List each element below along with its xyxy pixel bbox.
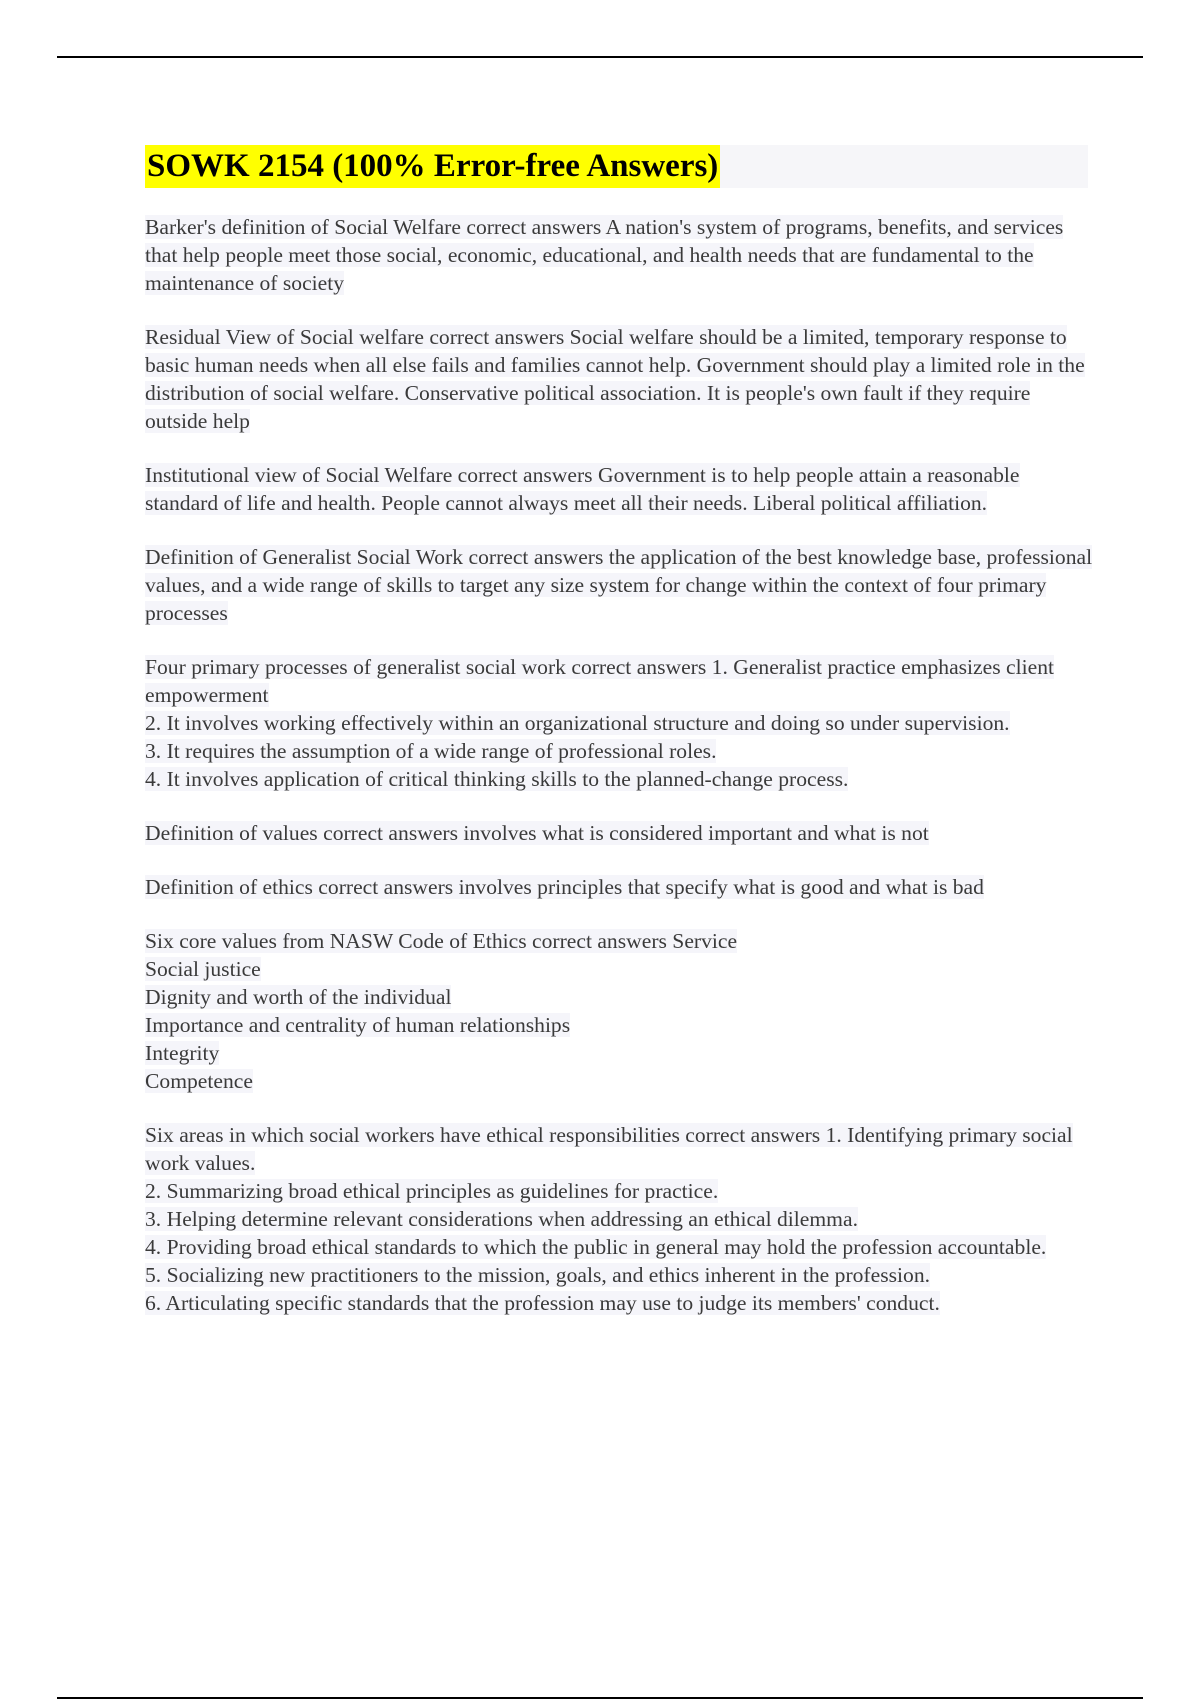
qa-line: Dignity and worth of the individual (145, 985, 452, 1009)
qa-line: Six core values from NASW Code of Ethics correct answers Service (145, 929, 738, 953)
qa-line: Definition of ethics correct answers involves principles that specify what is good and what is bad (145, 875, 984, 899)
document-body (145, 213, 1095, 1343)
top-rule (57, 56, 1143, 58)
qa-line: Four primary processes of generalist social work correct answers 1. Generalist practice emphasizes client empowerment (145, 655, 1054, 707)
qa-line: Social justice (145, 957, 261, 981)
bottom-rule (57, 1697, 1143, 1699)
qa-line: Barker's definition of Social Welfare correct answers A nation's system of programs, benefits, and services that help people meet those social, economic, educational, and health needs that are fundamental to the maintenance of society (145, 215, 1064, 295)
qa-line: Six areas in which social workers have ethical responsibilities correct answers 1. Identifying primary social work values. (145, 1123, 1073, 1175)
qa-entry-residual-view (145, 323, 1095, 435)
qa-line: Importance and centrality of human relationships (145, 1013, 571, 1037)
qa-line: Competence (145, 1069, 253, 1093)
qa-entry-ethical-responsibilities (145, 1121, 1095, 1317)
qa-line: 4. Providing broad ethical standards to which the public in general may hold the profession accountable. (145, 1235, 1047, 1259)
qa-line: 3. It requires the assumption of a wide range of professional roles. (145, 739, 717, 763)
qa-line: 5. Socializing new practitioners to the mission, goals, and ethics inherent in the profession. (145, 1263, 931, 1287)
qa-line: 3. Helping determine relevant considerations when addressing an ethical dilemma. (145, 1207, 858, 1231)
qa-line: 2. It involves working effectively within an organizational structure and doing so under supervision. (145, 711, 1010, 735)
qa-line: 4. It involves application of critical thinking skills to the planned-change process. (145, 767, 849, 791)
qa-entry-core-values (145, 927, 1095, 1095)
qa-entry-generalist-definition (145, 543, 1095, 627)
page-title: SOWK 2154 (100% Error-free Answers) (145, 145, 720, 188)
qa-entry-four-processes (145, 653, 1095, 793)
qa-line: Institutional view of Social Welfare correct answers Government is to help people attain a reasonable standard of life and health. People cannot always meet all their needs. Liberal political affiliation. (145, 463, 1020, 515)
qa-entry-ethics (145, 873, 1095, 901)
qa-line: 2. Summarizing broad ethical principles as guidelines for practice. (145, 1179, 719, 1203)
qa-line: Integrity (145, 1041, 220, 1065)
qa-line: Residual View of Social welfare correct answers Social welfare should be a limited, temporary response to basic human needs when all else fails and families cannot help. Government should play a limited role in the distribution of social welfare. Conservative political association. It is people's own fault if they require outside help (145, 325, 1085, 433)
qa-entry-institutional-view (145, 461, 1095, 517)
qa-line: Definition of values correct answers involves what is considered important and what is not (145, 821, 929, 845)
qa-entry-barker (145, 213, 1095, 297)
qa-line: 6. Articulating specific standards that the profession may use to judge its members' conduct. (145, 1291, 940, 1315)
qa-entry-values (145, 819, 1095, 847)
qa-line: Definition of Generalist Social Work correct answers the application of the best knowledge base, professional values, and a wide range of skills to target any size system for change within the context of four primary processes (145, 545, 1093, 625)
